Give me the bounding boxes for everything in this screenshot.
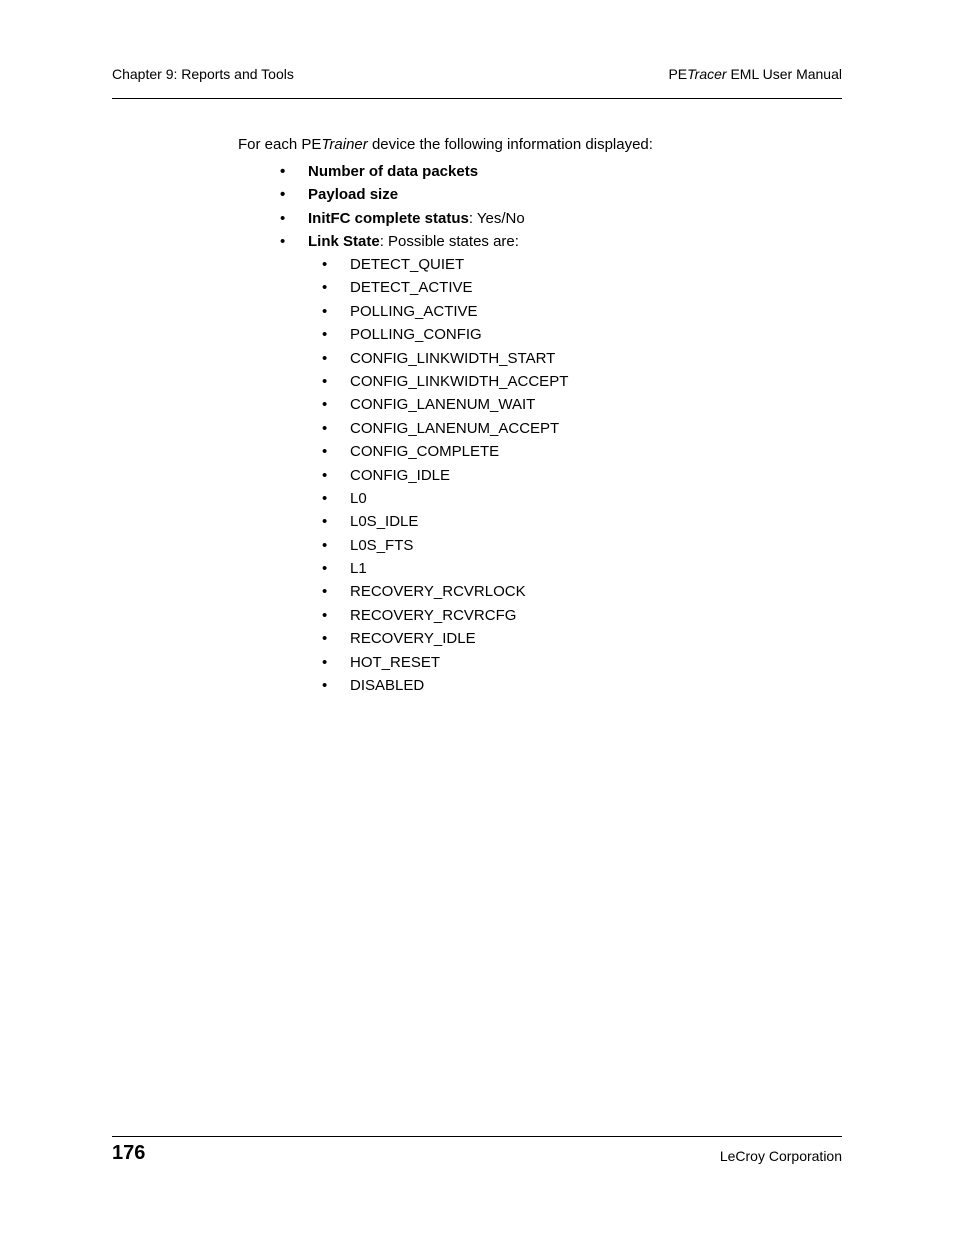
link-state-name: CONFIG_LANENUM_ACCEPT — [350, 419, 560, 437]
list-item — [322, 393, 568, 416]
bullet: • — [322, 630, 328, 648]
link-state-name: RECOVERY_IDLE — [350, 630, 476, 648]
list-item-payload — [280, 183, 525, 206]
link-state-name: POLLING_ACTIVE — [350, 302, 478, 320]
item-label: Link State — [308, 233, 380, 251]
footer-company: LeCroy Corporation — [719, 1148, 842, 1164]
item-value: : Possible states are: — [379, 233, 519, 251]
bullet: • — [322, 489, 328, 507]
link-state-name: CONFIG_LANENUM_WAIT — [350, 396, 536, 414]
bullet: • — [322, 653, 328, 671]
bullet: • — [322, 396, 328, 414]
list-item — [322, 253, 568, 276]
device-info-list — [280, 160, 525, 254]
bullet: • — [322, 443, 328, 461]
list-item — [322, 510, 568, 533]
item-label: Payload size — [308, 186, 399, 204]
link-state-name: DETECT_ACTIVE — [350, 279, 473, 297]
link-state-name: CONFIG_LINKWIDTH_START — [350, 349, 556, 367]
bullet: • — [322, 606, 328, 624]
list-item-initfc — [280, 207, 525, 230]
list-item — [322, 370, 568, 393]
manual-title-italic: Tracer — [687, 66, 727, 82]
page-number: 176 — [112, 1142, 146, 1164]
list-item — [322, 604, 568, 627]
manual-title-prefix: PE — [668, 66, 688, 82]
header-divider — [112, 98, 842, 99]
link-state-name: DISABLED — [350, 677, 425, 695]
list-item — [322, 651, 568, 674]
list-item — [322, 440, 568, 463]
bullet: • — [280, 209, 286, 227]
list-item — [322, 580, 568, 603]
link-state-name: POLLING_CONFIG — [350, 326, 482, 344]
list-item-packets — [280, 160, 525, 183]
bullet: • — [322, 256, 328, 273]
bullet: • — [322, 466, 328, 484]
bullet: • — [322, 677, 328, 695]
bullet: • — [280, 186, 286, 204]
link-state-name: L0S_FTS — [350, 536, 414, 554]
bullet: • — [322, 513, 328, 531]
list-item — [322, 300, 568, 323]
running-header-chapter: Chapter 9: Reports and Tools — [112, 66, 294, 82]
link-state-name: HOT_RESET — [350, 653, 441, 671]
link-state-name: DETECT_QUIET — [350, 256, 465, 273]
list-item — [322, 347, 568, 370]
bullet: • — [280, 233, 286, 251]
link-state-name: L1 — [350, 560, 367, 578]
bullet: • — [322, 302, 328, 320]
item-label: Number of data packets — [308, 163, 479, 180]
list-item — [322, 487, 568, 510]
bullet: • — [322, 326, 328, 344]
bullet: • — [322, 536, 328, 554]
bullet: • — [322, 279, 328, 297]
bullet: • — [322, 372, 328, 390]
link-state-list — [322, 253, 568, 697]
bullet: • — [322, 583, 328, 601]
list-item — [322, 276, 568, 299]
footer-divider — [112, 1136, 842, 1137]
link-state-name: L0S_IDLE — [350, 513, 419, 531]
bullet: • — [322, 349, 328, 367]
intro-paragraph — [238, 136, 653, 153]
list-item-link-state — [280, 230, 525, 253]
intro-suffix: device the following information displayed: — [367, 136, 653, 153]
list-item — [322, 674, 568, 697]
link-state-name: RECOVERY_RCVRLOCK — [350, 583, 526, 601]
item-value: : Yes/No — [468, 209, 525, 227]
list-item — [322, 464, 568, 487]
list-item — [322, 417, 568, 440]
list-item — [322, 557, 568, 580]
bullet: • — [280, 163, 286, 180]
list-item — [322, 323, 568, 346]
intro-prefix: For each PE — [238, 136, 322, 153]
intro-italic: Trainer — [321, 136, 368, 153]
bullet: • — [322, 419, 328, 437]
item-label: InitFC complete status — [308, 209, 469, 227]
link-state-name: RECOVERY_RCVRCFG — [350, 606, 517, 624]
manual-title-suffix: EML User Manual — [726, 66, 842, 82]
list-item — [322, 627, 568, 650]
link-state-name: CONFIG_IDLE — [350, 466, 451, 484]
running-header-manual-title — [668, 66, 842, 82]
bullet: • — [322, 560, 328, 578]
list-item — [322, 534, 568, 557]
link-state-name: L0 — [350, 489, 367, 507]
link-state-name: CONFIG_LINKWIDTH_ACCEPT — [350, 372, 569, 390]
link-state-name: CONFIG_COMPLETE — [350, 443, 500, 461]
